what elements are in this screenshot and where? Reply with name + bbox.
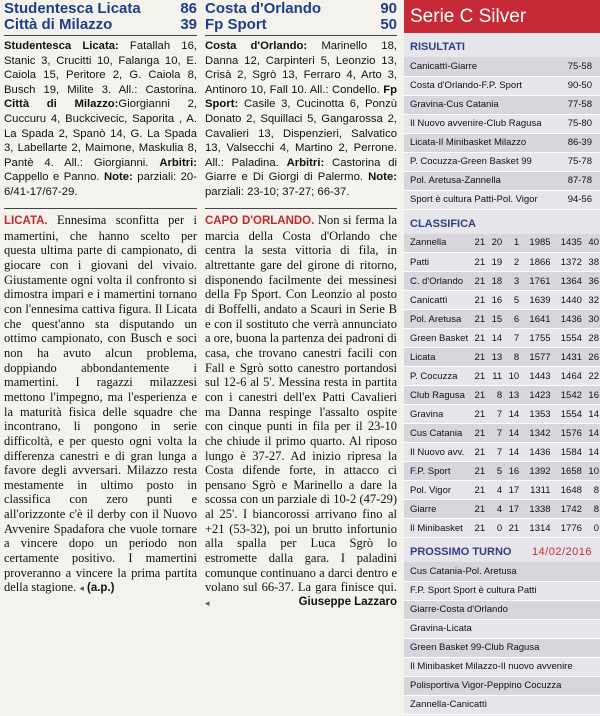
next-round-table <box>404 562 600 715</box>
standings-value: 1 <box>503 234 520 253</box>
article-author: (a.p.) <box>86 582 115 595</box>
standings-value: 1577 <box>520 348 551 367</box>
standings-value: 19 <box>486 253 503 272</box>
standings-row <box>404 481 600 500</box>
standings-team: Canicattì <box>404 291 469 310</box>
standings-value: 14 <box>503 405 520 424</box>
standings-team: Giarre <box>404 500 469 519</box>
article-author: Giuseppe Lazzaro <box>298 596 397 609</box>
result-score: 86-39 <box>552 133 600 152</box>
standings-value: 26 <box>583 348 600 367</box>
standings-value: 10 <box>583 462 600 481</box>
team-score: 90 <box>380 0 397 17</box>
end-marker-icon: ◂ <box>205 598 210 609</box>
standings-value: 1776 <box>552 519 583 538</box>
standings-value: 14 <box>583 443 600 462</box>
standings-value: 4 <box>486 500 503 519</box>
standings-value: 21 <box>469 348 486 367</box>
standings-value: 14 <box>583 424 600 443</box>
standings-row <box>404 310 600 329</box>
result-score: 75-58 <box>552 57 600 76</box>
standings-value: 1436 <box>520 443 551 462</box>
standings-value: 7 <box>486 405 503 424</box>
standings-value: 21 <box>469 253 486 272</box>
next-match: F.P. Sport Sport è cultura Patti <box>404 581 600 600</box>
standings-value: 21 <box>469 234 486 253</box>
standings-value: 1755 <box>520 329 551 348</box>
standings-value: 1542 <box>552 386 583 405</box>
notes-text: parziali: 20-6/41-17/67-29. <box>4 171 197 198</box>
team-name: Città di Milazzo <box>4 16 113 33</box>
result-score: 94-56 <box>552 190 600 209</box>
standings-value: 14 <box>503 443 520 462</box>
standings-value: 18 <box>486 272 503 291</box>
standings-value: 1342 <box>520 424 551 443</box>
standings-value: 38 <box>583 253 600 272</box>
article-kicker: LICATA. <box>4 215 48 227</box>
standings-value: 13 <box>486 348 503 367</box>
standings-value: 1641 <box>520 310 551 329</box>
team-score: 50 <box>380 16 397 33</box>
standings-team: Patti <box>404 253 469 272</box>
result-match: Il Nuovo avvenire-Club Ragusa <box>404 114 552 133</box>
result-score: 87-78 <box>552 171 600 190</box>
standings-value: 21 <box>469 291 486 310</box>
result-score: 75-80 <box>552 114 600 133</box>
result-score: 77-58 <box>552 95 600 114</box>
standings-value: 7 <box>486 443 503 462</box>
standings-value: 21 <box>469 367 486 386</box>
next-match: Gravina-Licata <box>404 619 600 638</box>
next-match-row <box>404 695 600 714</box>
team-label: Costa d'Orlando: <box>205 40 308 52</box>
standings-value: 1443 <box>520 367 551 386</box>
next-match-row <box>404 657 600 676</box>
team-score: 86 <box>180 0 197 17</box>
standings-team: P. Cocuzza <box>404 367 469 386</box>
standings-value: 1423 <box>520 386 551 405</box>
next-match-row <box>404 562 600 581</box>
standings-team: Pol. Aretusa <box>404 310 469 329</box>
referees-text: Cappello e Panno. <box>4 171 104 184</box>
notes-text: parziali: 23-10; 37-27; 66-37. <box>205 185 350 198</box>
standings-value: 14 <box>503 424 520 443</box>
standings-row <box>404 329 600 348</box>
standings-row <box>404 405 600 424</box>
standings-value: 1392 <box>520 462 551 481</box>
standings-value: 7 <box>503 329 520 348</box>
standings-value: 1742 <box>552 500 583 519</box>
standings-heading: CLASSIFICA <box>410 217 476 230</box>
referees-label: Arbitri: <box>286 156 325 169</box>
standings-value: 3 <box>503 272 520 291</box>
result-score: 75-78 <box>552 152 600 171</box>
standings-row <box>404 348 600 367</box>
standings-row <box>404 443 600 462</box>
roster-text: Casile 3, Cucinotta 6, Ponzù Donato 2, Squillaci 5, Gangarossa 2, Cavalieri 13, Dispenzieri, Salvatico 13, Valsecchi 4, Martino 2, Perrone. All.: Paladina. <box>205 98 397 169</box>
standings-value: 1761 <box>520 272 551 291</box>
standings-team: Zannella <box>404 234 469 253</box>
result-row <box>404 152 600 171</box>
standings-value: 21 <box>469 405 486 424</box>
next-match: Zannella-Canicattì <box>404 695 600 714</box>
standings-value: 1576 <box>552 424 583 443</box>
standings-team: Gravina <box>404 405 469 424</box>
standings-value: 5 <box>503 291 520 310</box>
standings-row <box>404 367 600 386</box>
team-name: Fp Sport <box>205 16 267 33</box>
standings-value: 1866 <box>520 253 551 272</box>
standings-value: 8 <box>503 348 520 367</box>
next-round-heading <box>404 538 600 562</box>
standings-value: 16 <box>503 462 520 481</box>
article-kicker: CAPO D'ORLANDO. <box>205 215 315 227</box>
notes-label: Note: <box>103 171 133 184</box>
result-row <box>404 114 600 133</box>
standings-value: 16 <box>583 386 600 405</box>
result-match: P. Cocuzza-Green Basket 99 <box>404 152 552 171</box>
standings-value: 1464 <box>552 367 583 386</box>
result-row <box>404 76 600 95</box>
result-row <box>404 57 600 76</box>
standings-row <box>404 386 600 405</box>
standings-value: 13 <box>503 386 520 405</box>
score-row <box>205 1 397 17</box>
match-header <box>4 0 197 36</box>
standings-value: 21 <box>469 272 486 291</box>
next-round-date: 14/02/2016 <box>531 546 592 558</box>
standings-row <box>404 462 600 481</box>
standings-value: 1985 <box>520 234 551 253</box>
standings-value: 8 <box>583 500 600 519</box>
box-score <box>205 39 397 209</box>
team-score: 39 <box>180 16 197 33</box>
result-row <box>404 190 600 209</box>
standings-value: 14 <box>583 405 600 424</box>
standings-value: 21 <box>469 462 486 481</box>
standings-value: 15 <box>486 310 503 329</box>
next-match: Il Minibasket Milazzo-Il nuovo avvenire <box>404 657 600 676</box>
result-match: Licata-Il Minibasket Milazzo <box>404 133 552 152</box>
standings-value: 1314 <box>520 519 551 538</box>
team-label: Città di Milazzo: <box>4 98 119 111</box>
standings-value: 28 <box>583 329 600 348</box>
notes-label: Note: <box>368 171 397 184</box>
standings-row <box>404 519 600 538</box>
standings-value: 1436 <box>552 310 583 329</box>
standings-row <box>404 253 600 272</box>
team-label: Fp Sport: <box>205 83 397 111</box>
standings-value: 0 <box>486 519 503 538</box>
score-row <box>4 1 197 17</box>
standings-row <box>404 291 600 310</box>
next-round-title: PROSSIMO TURNO <box>410 546 512 558</box>
standings-value: 7 <box>486 424 503 443</box>
standings-table <box>404 234 600 539</box>
next-match: Cus Catania-Pol. Aretusa <box>404 562 600 581</box>
standings-team: Licata <box>404 348 469 367</box>
article-capo-dorlando <box>205 0 397 611</box>
standings-value: 30 <box>583 310 600 329</box>
standings-value: 20 <box>486 234 503 253</box>
result-match: Pol. Aretusa-Zannella <box>404 171 552 190</box>
standings-team: F.P. Sport <box>404 462 469 481</box>
standings-row <box>404 234 600 253</box>
standings-value: 11 <box>486 367 503 386</box>
standings-row <box>404 272 600 291</box>
match-header <box>205 0 397 36</box>
standings-row <box>404 424 600 443</box>
next-match: Polisportiva Vigor-Peppino Cocuzza <box>404 676 600 695</box>
standings-value: 14 <box>486 329 503 348</box>
standings-value: 21 <box>469 519 486 538</box>
article-text: Ennesima sconfitta per i mamertini, che hanno scelto per questa ultima parte di campionato, di giocare con i giovani del vivaio. Giustamente ogni volta il confronto si dimostra impari e i mamertini tornano con l'ennesima cattiva figura. Il Licata che quest'anno sta disputando un ottimo campionato, con Busch e soci non ha avuto alcun problema, doppiando abbondantemente i mamertini. I ragazzi milazzesi mettono l'impegno, ma l'esperienza e la maturità fisica delle squadre che incontrano, li pongono in serie difficoltà, e per questo ogni volta la differenza canestri e di gran lunga a favore degli avversari. Milazzo resta mestamente in ultimo posto in classifica con zero punti e all'orizzonte c'è il derby con il Nuovo Avvenire Spadafora che vuole tornare a vincere dopo un periodo non certamente positivo. I mamertini proveranno a vincere la prima partita della stagione. <box>4 213 197 595</box>
referees-label: Arbitri: <box>159 156 197 169</box>
standings-value: 1658 <box>552 462 583 481</box>
standings-value: 1648 <box>552 481 583 500</box>
standings-value: 1584 <box>552 443 583 462</box>
team-name: Costa d'Orlando <box>205 0 322 17</box>
standings-value: 6 <box>503 310 520 329</box>
standings-value: 2 <box>503 253 520 272</box>
standings-value: 1431 <box>552 348 583 367</box>
box-score <box>4 39 197 209</box>
next-match-row <box>404 676 600 695</box>
standings-value: 21 <box>469 386 486 405</box>
standings-value: 1639 <box>520 291 551 310</box>
standings-value: 1338 <box>520 500 551 519</box>
article-text: Non si ferma la marcia della Costa d'Orlando che centra la sesta vittoria di fila, in altrettante gare del girone di ritorno, disponendo facilmente dei messinesi della Fp Sport. Con Leonzio al posto di Boffelli, andato a Scauri in Serie B e con il sostituto che verrà annunciato a ore, buona la partenza dei padroni di casa, che trovano canestri facili con Fall e Sgrò sotto canestro portandosi sul 12-6 al 5'. Messina resta in partita con i canestri dell'ex Patti Cavalieri ma Danna respinge l'assalto ospite con cinque punti in fila per il 23-10 che chiude il primo quarto. Al riposo lungo è 37-27. Ad inizio ripresa la Costa difende forte, in attacco ci pensano Sgrò e Marinello a dare la scossa con un parziale di 10-2 (47-29) al 25'. I biancorossi arrivano fino al +21 (53-32), poi un brutto infortunio alla spalla per Luca Sgrò lo estromette dalla gara. I paladini comunque continuano a darci dentro e volano sul 66-37. La gara finisce qui. <box>205 213 397 595</box>
roster-text: Marinello 18, Danna 12, Carpinteri 5, Leonzio 13, Crisà 2, Sgrò 13, Ferraro 4, Arto 3, Antinoro 10, Fall 10. All.: Condello. <box>205 40 397 96</box>
standings-value: 21 <box>469 310 486 329</box>
standings-value: 1554 <box>552 329 583 348</box>
standings-sidebar <box>404 0 600 716</box>
standings-value: 8 <box>486 386 503 405</box>
referees-text: Castorina di Giarre e Di Giorgi di Palermo. <box>205 156 397 184</box>
next-match-row <box>404 600 600 619</box>
results-table <box>404 57 600 210</box>
standings-value: 16 <box>486 291 503 310</box>
standings-value: 36 <box>583 272 600 291</box>
score-row <box>205 17 397 33</box>
standings-team: Club Ragusa <box>404 386 469 405</box>
standings-value: 22 <box>583 367 600 386</box>
standings-value: 4 <box>486 481 503 500</box>
standings-value: 1311 <box>520 481 551 500</box>
standings-team: C. d'Orlando <box>404 272 469 291</box>
score-row <box>4 17 197 33</box>
result-row <box>404 133 600 152</box>
standings-value: 1364 <box>552 272 583 291</box>
result-match: Canicattì-Giarre <box>404 57 552 76</box>
result-score: 90-50 <box>552 76 600 95</box>
standings-row <box>404 500 600 519</box>
standings-value: 32 <box>583 291 600 310</box>
result-row <box>404 95 600 114</box>
next-match: Giarre-Costa d'Orlando <box>404 600 600 619</box>
next-match-row <box>404 619 600 638</box>
standings-team: Il Nuovo avv. <box>404 443 469 462</box>
standings-value: 8 <box>583 481 600 500</box>
team-label: Studentesca Licata: <box>4 40 119 52</box>
standings-value: 1353 <box>520 405 551 424</box>
article-licata <box>4 0 197 596</box>
result-row <box>404 171 600 190</box>
standings-value: 21 <box>469 500 486 519</box>
standings-value: 17 <box>503 481 520 500</box>
standings-value: 40 <box>583 234 600 253</box>
standings-value: 1554 <box>552 405 583 424</box>
result-match: Gravina-Cus Catania <box>404 95 552 114</box>
standings-value: 1440 <box>552 291 583 310</box>
results-heading: RISULTATI <box>410 41 465 53</box>
team-name: Studentesca Licata <box>4 0 141 17</box>
roster-text: Giorgianni 2, Cuccuru 4, Buckcivecic, Saporita , A. La Spada 2, Spanò 14, G. La Spada 3, Labellarte 2, Maimone, Maskulia 8, Pantè 4. All.: Giorgianni. <box>4 98 197 169</box>
end-marker-icon: ◂ <box>79 583 84 594</box>
standings-value: 0 <box>583 519 600 538</box>
result-match: Costa d'Orlando-F.P. Sport <box>404 76 552 95</box>
standings-team: Green Basket <box>404 329 469 348</box>
standings-value: 21 <box>469 443 486 462</box>
league-title: Serie C Silver <box>404 0 600 33</box>
next-match-row <box>404 581 600 600</box>
standings-value: 1435 <box>552 234 583 253</box>
article-body <box>205 209 397 611</box>
standings-team: Il Minibasket <box>404 519 469 538</box>
article-body <box>4 209 197 596</box>
standings-team: Cus Catania <box>404 424 469 443</box>
standings-value: 21 <box>469 481 486 500</box>
next-match-row <box>404 638 600 657</box>
standings-value: 17 <box>503 500 520 519</box>
standings-value: 1372 <box>552 253 583 272</box>
standings-value: 21 <box>469 424 486 443</box>
standings-team: Pol. Vigor <box>404 481 469 500</box>
standings-value: 21 <box>503 519 520 538</box>
result-match: Sport è cultura Patti-Pol. Vigor <box>404 190 552 209</box>
standings-value: 21 <box>469 329 486 348</box>
roster-text: Fatallah 16, Stanic 3, Crucitti 10, Falanga 10, E. Caiola 15, Peritore 2, G. Caiola 8, Busch 19, Milite 3. All.: Castorina. <box>4 40 197 96</box>
next-match: Green Basket 99-Club Ragusa <box>404 638 600 657</box>
standings-value: 10 <box>503 367 520 386</box>
standings-value: 5 <box>486 462 503 481</box>
